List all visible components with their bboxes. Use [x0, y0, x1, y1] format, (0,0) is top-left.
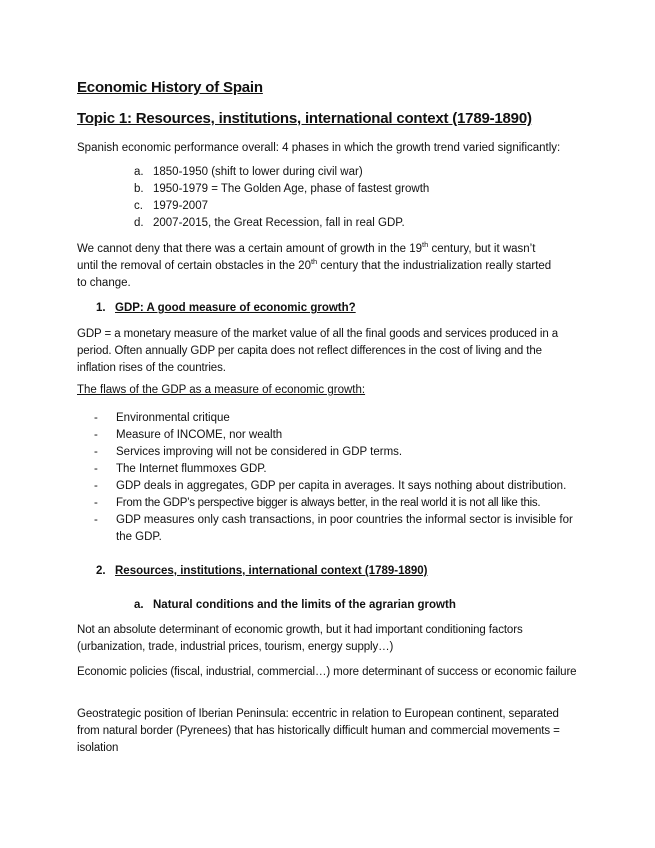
list-marker: c.: [134, 200, 143, 212]
list-item: - GDP deals in aggregates, GDP per capita in averages. It says nothing about distribution.: [94, 478, 584, 495]
section-title: GDP: A good measure of economic growth?: [115, 302, 356, 314]
list-item: - From the GDP’s perspective bigger is always better, in the real world it is not all like this.: [94, 495, 584, 512]
list-item: - Measure of INCOME, nor wealth: [94, 427, 584, 444]
text-run: until the removal of certain obstacles in the 20: [77, 260, 311, 272]
flaws-heading: The flaws of the GDP as a measure of economic growth:: [77, 384, 366, 396]
list-item: [134, 215, 405, 232]
document-title: Economic History of Spain: [77, 79, 263, 96]
gdp-definition-paragraph: GDP = a monetary measure of the market value of all the final goods and services produced in a period. Often annually GDP per capita does not reflect differences in the cost of living and the inflation rises of the countries.: [77, 328, 559, 374]
subsection-marker: a.: [134, 599, 144, 611]
topic-heading: Topic 1: Resources, institutions, international context (1789-1890): [77, 110, 532, 127]
intro-paragraph: Spanish economic performance overall: 4 phases in which the growth trend varied significantly:: [77, 142, 561, 154]
section-title: Resources, institutions, international context (1789-1890): [115, 565, 428, 577]
list-item-text: 2007-2015, the Great Recession, fall in real GDP.: [153, 217, 405, 229]
list-item-text: From the GDP’s perspective bigger is always better, in the real world it is not all like this.: [116, 497, 541, 509]
section-heading-2: [96, 563, 428, 580]
section-number: 2.: [96, 565, 106, 577]
superscript: th: [310, 257, 318, 267]
list-item-text: The Internet flummoxes GDP.: [116, 463, 267, 475]
text-run: century that the industrialization really started: [317, 260, 552, 272]
growth-paragraph-line: [77, 241, 535, 258]
economic-policies-paragraph: Economic policies (fiscal, industrial, commercial…) more determinant of success or economic failure: [77, 666, 577, 678]
geostrategic-paragraph: Geostrategic position of Iberian Peninsula: eccentric in relation to European continent, separated from natural border (Pyrenees) that has historically difficult human and commercial movements = isolation: [77, 708, 560, 754]
section-heading-1: [96, 300, 356, 317]
subsection-heading-a: [134, 597, 456, 614]
list-marker: b.: [134, 183, 144, 195]
list-item-text: Services improving will not be considered in GDP terms.: [116, 446, 403, 458]
text-run: We cannot deny that there was a certain amount of growth in the 19: [77, 243, 422, 255]
list-item-text: Environmental critique: [116, 412, 230, 424]
subsection-title: Natural conditions and the limits of the agrarian growth: [153, 599, 456, 611]
list-item-text: 1979-2007: [153, 200, 208, 212]
list-item: [134, 198, 208, 215]
list-item: - The Internet flummoxes GDP.: [94, 461, 584, 478]
list-item-text: GDP measures only cash transactions, in poor countries the informal sector is invisible for the GDP.: [116, 514, 573, 543]
list-item: - Services improving will not be considered in GDP terms.: [94, 444, 584, 461]
list-item-text: Measure of INCOME, nor wealth: [116, 429, 283, 441]
growth-paragraph-line: [77, 258, 551, 275]
natural-conditions-paragraph: Not an absolute determinant of economic growth, but it had important conditioning factors (urbanization, trade, industrial prices, tourism, energy supply…): [77, 624, 523, 653]
section-number: 1.: [96, 302, 106, 314]
text-run: century, but it wasn’t: [428, 243, 536, 255]
list-item-text: GDP deals in aggregates, GDP per capita in averages. It says nothing about distribution.: [116, 480, 567, 492]
superscript: th: [422, 240, 429, 250]
list-marker: a.: [134, 166, 144, 178]
growth-paragraph-line: to change.: [77, 277, 131, 289]
list-item-text: 1850-1950 (shift to lower during civil war): [153, 166, 363, 178]
list-item: [134, 181, 429, 198]
list-marker: d.: [134, 217, 144, 229]
list-item: - GDP measures only cash transactions, in poor countries the informal sector is invisible for the GDP.: [94, 512, 584, 546]
list-item: [134, 164, 363, 181]
list-item-text: 1950-1979 = The Golden Age, phase of fastest growth: [153, 183, 430, 195]
list-item: - Environmental critique: [94, 410, 584, 427]
